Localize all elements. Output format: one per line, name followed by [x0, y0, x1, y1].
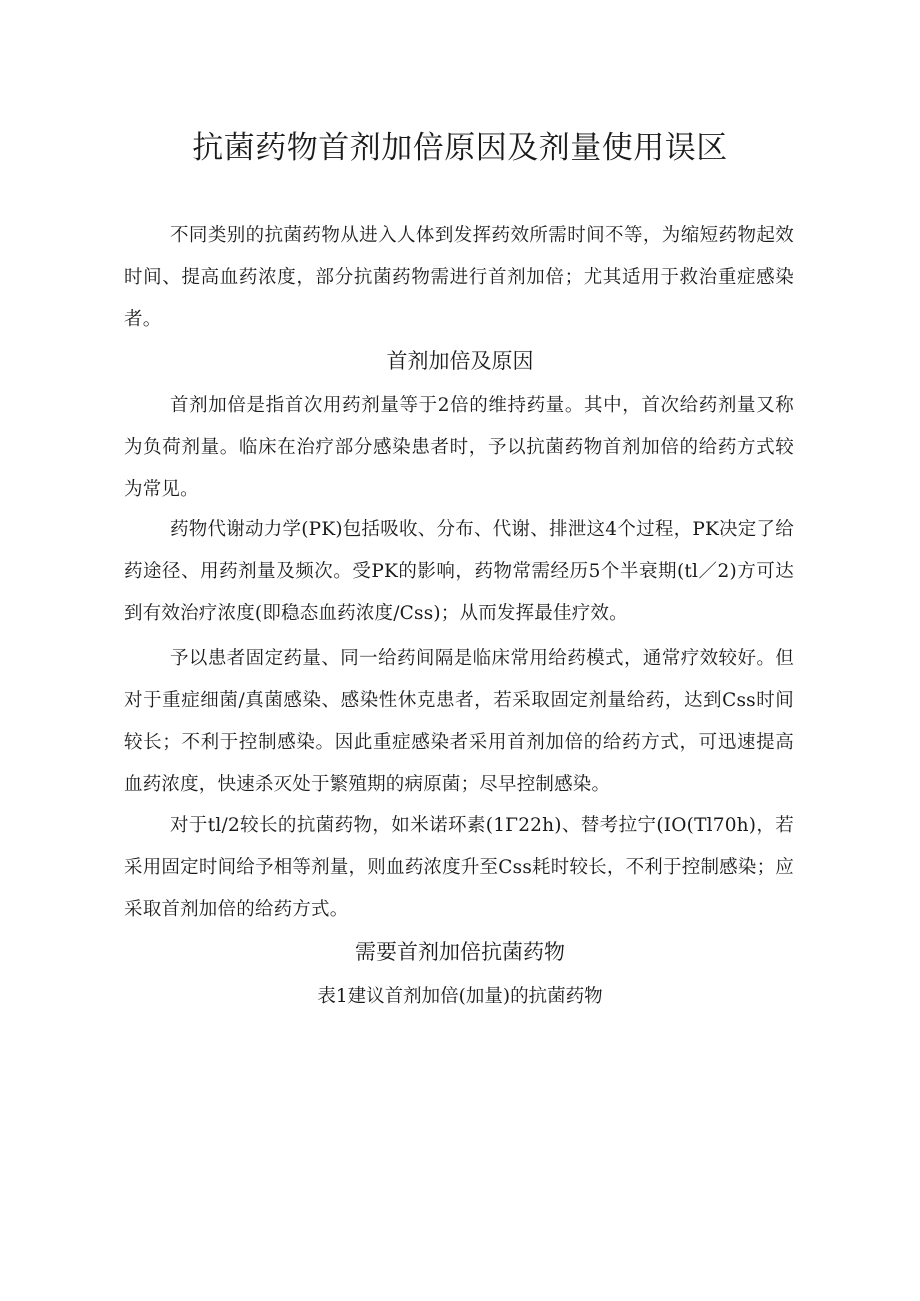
section-heading-loading-dose: 首剂加倍及原因 — [386, 349, 534, 373]
table-caption: 表1建议首剂加倍(加量)的抗菌药物 — [317, 986, 603, 1007]
paragraph-fixed-dose: 予以患者固定药量、同一给药间隔是临床常用给药模式，通常疗效较好。但对于重症细菌/真菌感染、感染性休克患者，若采取固定剂量给药，达到Css时间较长；不利于控制感染。因此重症感染者采用首剂加倍的给药方式，可迅速提高血药浓度，快速杀灭处于繁殖期的病原菌；尽早控制感染。 — [124, 648, 794, 795]
intro-paragraph: 不同类别的抗菌药物从进入人体到发挥药效所需时间不等，为缩短药物起效时间、提高血药浓度，部分抗菌药物需进行首剂加倍；尤其适用于救治重症感染者。 — [124, 225, 794, 330]
document-title: 抗菌药物首剂加倍原因及剂量使用误区 — [192, 130, 728, 166]
paragraph-long-half-life: 对于tl/2较长的抗菌药物，如米诺环素(1Γ22h)、替考拉宁(IO(Tl70h)，若采用固定时间给予相等剂量，则血药浓度升至Css耗时较长，不利于控制感染；应采取首剂加倍的给药方式。 — [124, 815, 794, 920]
paragraph-definition: 首剂加倍是指首次用药剂量等于2倍的维持药量。其中，首次给药剂量又称为负荷剂量。临床在治疗部分感染患者时，予以抗菌药物首剂加倍的给药方式较为常见。 — [124, 395, 794, 500]
section-heading-drugs: 需要首剂加倍抗菌药物 — [355, 940, 565, 964]
paragraph-pharmacokinetics: 药物代谢动力学(PK)包括吸收、分布、代谢、排泄这4个过程，PK决定了给药途径、用药剂量及频次。受PK的影响，药物常需经历5个半衰期(tl／2)方可达到有效治疗浓度(即稳态血药浓度/Css)；从而发挥最佳疗效。 — [124, 519, 794, 624]
